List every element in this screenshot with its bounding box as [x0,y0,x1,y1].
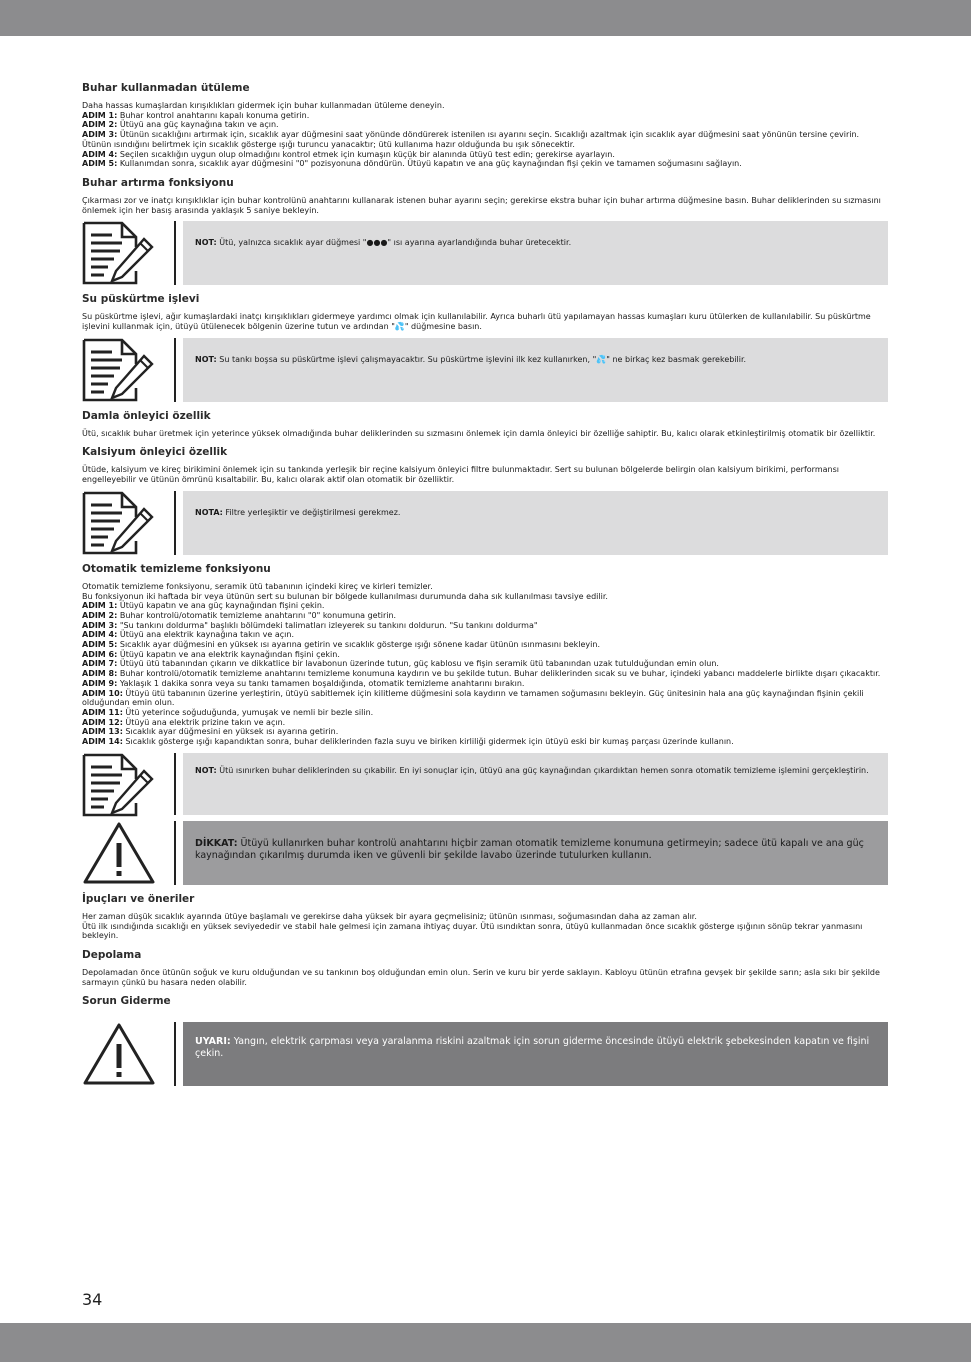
step: ADIM 1: Buhar kontrol anahtarını kapalı konuma getirin. [82,110,310,120]
section-tips [82,893,888,941]
page-number: 34 [82,1290,103,1309]
step: ADIM 10: Ütüyü ütü tabanının üzerine yerleştirin, ütüyü sabitlemek için kilitleme düğmesini sola kaydırın ve tamamen soğumasını bekleyin. Güç ünitesinin hala ana güç kaynağından fişinin çekili olduğundan emin olun. [82,688,864,708]
section-title: Su püskürtme işlevi [82,293,200,306]
step: ADIM 11: Ütü yeterince soğuduğunda, yumuşak ve nemli bir bezle silin. [82,707,374,717]
section-troubleshooting [82,995,888,1086]
section-self-clean [82,563,888,885]
divider [174,491,176,555]
note-pencil-icon [82,491,156,555]
note-callout [82,221,888,285]
paragraph: Depolamadan önce ütünün soğuk ve kuru olduğundan ve su tankının boş olduğundan emin olun. Serin ve kuru bir yerde saklayın. Kabloyu ütünün etrafına gevşek bir şekilde sarın; asla sıkı bir şekilde sarmayın çünkü bu hasara neden olabilir. [82,967,880,987]
step: ADIM 14: Sıcaklık gösterge ışığı kapandıktan sonra, buhar deliklerinden fazla suyu ve biriken kirliliği gidermek için ütüyü eski bir kumaş parçası üzerinde kullanın. [82,737,734,747]
divider [174,338,176,402]
note-text: NOT: Ütü, yalnızca sıcaklık ayar düğmesi "●●●" ısı ayarına ayarlandığında buhar üretecektir. [183,221,888,285]
paragraph: Ütü ilk ısındığında sıcaklığı en yüksek seviyededir ve stabil hale gelmesi için zamana ihtiyaç duyar. Ütü ısındıktan sonra, ütüyü kullanmadan önce sıcaklık gösterge ışığının sönüp tekrar yanmasını bekleyin. [82,921,863,941]
paragraph: Daha hassas kumaşlardan kırışıklıkları gidermek için buhar kullanmadan ütüleme deneyin. [82,101,445,110]
warning-triangle-icon [82,1022,156,1086]
top-bar [0,0,971,36]
danger-text: UYARI: Yangın, elektrik çarpması veya yaralanma riskini azaltmak için sorun giderme öncesinde ütüyü elektrik şebekesinden kapatın ve fişini çekin. [183,1022,888,1086]
section-spray [82,293,888,401]
divider [174,221,176,285]
section-title: İpuçları ve öneriler [82,892,195,905]
step: ADIM 7: Ütüyü ütü tabanından çıkarın ve dikkatlice bir lavabonun üzerinde tutun, güç kablosu ve fişin seramik ütü tabanından uzak tutulduğundan emin olun. [82,659,719,669]
step: ADIM 2: Buhar kontrolü/otomatik temizleme anahtarını "0" konumuna getirin. [82,610,397,620]
paragraph: Ütüde, kalsiyum ve kireç birikimini önlemek için su tankında yerleşik bir reçine kalsiyum önleyici filtre bulunmaktadır. Sert su bulunan bölgelerde belirgin olan kalsiyum birikimi, performansı engelleyebilir ve ütünün ömrünü kısaltabilir. Bu, kalıcı olarak aktif olan otomatik bir özelliktir. [82,465,839,485]
section-storage [82,949,888,987]
step: ADIM 13: Sıcaklık ayar düğmesini en yüksek ısı ayarına getirin. [82,727,339,737]
divider [174,753,176,815]
section-title: Kalsiyum önleyici özellik [82,446,228,459]
paragraph: Ütü, sıcaklık buhar üretmek için yeterince yüksek olmadığında buhar deliklerinden su sızmasını önlemek için damla önleyici bir özelliğe sahiptir. Bu, kalıcı olarak etkinleştirilmiş otomatik bir özelliktir. [82,428,876,438]
bottom-bar [0,1323,971,1362]
note-pencil-icon [82,338,156,402]
note-callout [82,338,888,402]
note-callout [82,491,888,555]
section-title: Otomatik temizleme fonksiyonu [82,562,271,575]
section-dry-ironing [82,82,888,169]
warning-triangle-icon [82,821,156,885]
paragraph: Her zaman düşük sıcaklık ayarında ütüye başlamalı ve gerekirse daha yüksek bir ayara geçmelisiniz; ütünün ısınması, soğumasından daha az zaman alır. [82,911,697,921]
note-text: NOT: Ütü ısınırken buhar deliklerinden su çıkabilir. En iyi sonuçlar için, ütüyü ana güç kaynağından çıkardıktan hemen sonra otomatik temizleme işlemini gerçekleştirin. [183,753,888,815]
step: ADIM 12: Ütüyü ana elektrik prizine takın ve açın. [82,717,286,727]
note-callout [82,753,888,815]
warning-text: DİKKAT: Ütüyü kullanırken buhar kontrolü anahtarını hiçbir zaman otomatik temizleme konumuna getirmeyin; sadece ütü kapalı ve ana güç kaynağından çıkarılmış durumda iken ve güvenli bir şekilde lavabo üzerinde tutulurken kullanın. [183,821,888,885]
step: ADIM 1: Ütüyü kapatın ve ana güç kaynağından fişini çekin. [82,601,325,611]
section-title: Buhar kullanmadan ütüleme [82,82,250,94]
paragraph: Otomatik temizleme fonksiyonu, seramik ütü tabanının içindeki kireç ve kirleri temizler. [82,581,433,591]
paragraph: Su püskürtme işlevi, ağır kumaşlardaki inatçı kırışıklıkları gidermeye yardımcı olmak için kullanılabilir. Ayrıca buharlı ütü yapılamayan hassas kumaşları kuru ütülerken de kullanılabilir. Su püskürtme işlevini kullanmak için, ütüyü ütülenecek bölgenin üzerine tutun ve ardından "💦" düğmesine basın. [82,312,871,332]
step: ADIM 4: Seçilen sıcaklığın uygun olup olmadığını kontrol etmek için kumaşın küçük bir alanında ütüyü test edin; gerekirse ayarlayın. [82,149,615,159]
section-title: Depolama [82,948,142,961]
step: ADIM 5: Sıcaklık ayar düğmesini en yüksek ısı ayarına getirin ve sıcaklık gösterge ışığı sönene kadar ütünün ısınmasını bekleyin. [82,640,600,650]
step: ADIM 3: Ütünün sıcaklığını artırmak için, sıcaklık ayar düğmesini saat yönünde döndürerek istenilen ısı ayarını seçin. Sıcaklığı azaltmak için sıcaklık ayar düğmesini saat yönünün tersine çevirin. Ütünün ısındığını belirtmek için sıcaklık gösterge ışığı turuncu yanacaktır; ütü kullanıma hazır olduğunda bu ışık sönecektir. [82,130,860,149]
step: ADIM 5: Kullanımdan sonra, sıcaklık ayar düğmesini "0" pozisyonuna döndürün. Ütüyü kapatın ve ana güç kaynağından fişi çekin ve tamamen soğumasını sağlayın. [82,159,742,169]
note-text: NOTA: Filtre yerleşiktir ve değiştirilmesi gerekmez. [183,491,888,555]
warning-callout [82,821,888,885]
divider [174,1022,176,1086]
section-steam-boost [82,177,888,285]
danger-callout [82,1022,888,1086]
divider [174,821,176,885]
step: ADIM 2: Ütüyü ana güç kaynağına takın ve açın. [82,120,279,130]
step: ADIM 8: Buhar kontrolü/otomatik temizleme anahtarını temizleme konumuna kaydırın ve bu şekilde tutun. Buhar deliklerinden sıcak su ve buhar, içindeki yabancı maddelerle birlikte dışarı çıkacaktır. [82,669,881,679]
step: ADIM 9: Yaklaşık 1 dakika sonra veya su tankı tamamen boşaldığında, otomatik temizleme anahtarını bırakın. [82,678,525,688]
paragraph: Bu fonksiyonun iki haftada bir veya ütünün sert su bulunan bir bölgede kullanılması durumunda daha sık kullanılması tavsiye edilir. [82,591,608,601]
section-title: Buhar artırma fonksiyonu [82,176,234,189]
section-title: Damla önleyici özellik [82,409,211,422]
section-title: Sorun Giderme [82,995,171,1008]
section-anti-drip [82,410,888,439]
note-text: NOT: Su tankı boşsa su püskürtme işlevi çalışmayacaktır. Su püskürtme işlevini ilk kez kullanırken, "💦" ne birkaç kez basmak gerekebilir. [183,338,888,402]
note-pencil-icon [82,221,156,285]
note-pencil-icon [82,753,156,817]
paragraph: Çıkarması zor ve inatçı kırışıklıklar için buhar kontrolünü anahtarını kullanarak istenen buhar ayarını seçin; gerekirse ekstra buhar için buhar artırma düğmesine basın. Buhar deliklerinden su sızmasını önlemek için her basış arasında yaklaşık 5 saniye bekleyin. [82,195,881,215]
step: ADIM 4: Ütüyü ana elektrik kaynağına takın ve açın. [82,630,294,640]
manual-content [82,82,888,1094]
section-anti-calc [82,446,888,554]
step: ADIM 6: Ütüyü kapatın ve ana elektrik kaynağından fişini çekin. [82,649,340,659]
step: ADIM 3: "Su tankını doldurma" başlıklı bölümdeki talimatları izleyerek su tankını doldurun. "Su tankını doldurma" [82,620,538,630]
